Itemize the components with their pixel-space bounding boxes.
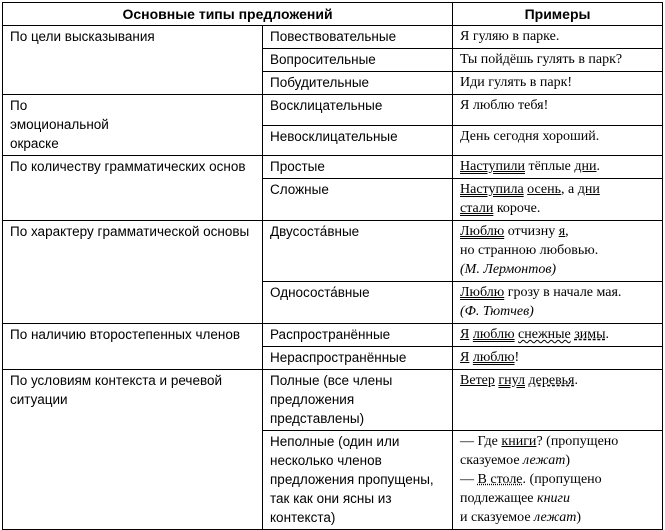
table-row bbox=[3, 221, 663, 282]
text: — Где bbox=[460, 434, 498, 449]
example-cell bbox=[453, 324, 663, 347]
subject: я bbox=[558, 224, 566, 239]
predicate: люблю bbox=[472, 350, 515, 365]
text: грозу в начале мая. bbox=[507, 285, 622, 300]
object: деревья bbox=[528, 373, 575, 388]
table-row bbox=[3, 156, 663, 179]
table-row bbox=[3, 370, 663, 431]
text: отчизну bbox=[507, 224, 556, 239]
header-row bbox=[3, 3, 663, 26]
text: ! bbox=[514, 350, 520, 365]
author: (М. Лермонтов) bbox=[460, 262, 557, 277]
type-cell: Нераспространённые bbox=[263, 347, 453, 370]
italic-word: лежат bbox=[523, 453, 566, 468]
author: (Ф. Тютчев) bbox=[460, 304, 534, 319]
adverbial: В столе bbox=[477, 472, 523, 487]
subject: дни bbox=[574, 159, 597, 174]
subject: книги bbox=[501, 434, 537, 449]
text: ? (пропущено сказуемое bbox=[460, 434, 619, 468]
text: но странною любовью. bbox=[460, 243, 599, 258]
category-cell: По количеству грамматических основ bbox=[3, 156, 263, 221]
subject: Ветер bbox=[460, 373, 495, 388]
text: . bbox=[605, 327, 610, 342]
category-cell: По условиям контекста и речевой ситуации bbox=[3, 370, 263, 530]
table-row bbox=[3, 95, 663, 126]
example-cell bbox=[453, 431, 663, 530]
text: . bbox=[596, 159, 600, 174]
subject: осень bbox=[527, 182, 561, 197]
example-cell: Я гуляю в парке. bbox=[453, 26, 663, 49]
type-cell: Однососта́вные bbox=[263, 282, 453, 324]
category-cell: По характеру грамматической основы bbox=[3, 221, 263, 324]
example-cell bbox=[453, 347, 663, 370]
sentence-types-table bbox=[2, 2, 663, 530]
table-row bbox=[3, 324, 663, 347]
text: ) bbox=[576, 510, 581, 525]
text: тёплые bbox=[528, 159, 571, 174]
predicate: Наступили bbox=[460, 159, 525, 174]
header-types: Основные типы предложений bbox=[3, 3, 453, 26]
category-cell: По цели высказывания bbox=[3, 26, 263, 95]
predicate: Люблю bbox=[460, 224, 505, 239]
category-cell: По наличию второстепенных членов bbox=[3, 324, 263, 370]
example-cell bbox=[453, 282, 663, 324]
type-cell: Восклицательные bbox=[263, 95, 453, 126]
type-cell: Сложные bbox=[263, 179, 453, 221]
table-row bbox=[3, 26, 663, 49]
text: ) bbox=[565, 453, 570, 468]
text: . bbox=[574, 373, 579, 388]
italic-word: книги bbox=[537, 491, 570, 506]
category-cell: По эмоциональной окраске bbox=[3, 95, 263, 156]
text: и сказуемое bbox=[460, 510, 531, 525]
text: короче. bbox=[496, 201, 541, 216]
example-cell: Я люблю тебя! bbox=[453, 95, 663, 126]
type-cell: Невосклицательные bbox=[263, 125, 453, 156]
type-cell: Неполные (один или несколько членов предложения пропущены, так как они ясны из контекста) bbox=[263, 431, 453, 530]
example-cell bbox=[453, 156, 663, 179]
italic-word: лежат bbox=[534, 510, 577, 525]
type-cell: Распространённые bbox=[263, 324, 453, 347]
example-cell: Ты пойдёшь гулять в парк? bbox=[453, 49, 663, 72]
type-cell: Повествовательные bbox=[263, 26, 453, 49]
type-cell: Двусоста́вные bbox=[263, 221, 453, 282]
example-cell bbox=[453, 221, 663, 282]
text: , а bbox=[561, 182, 575, 197]
text: — bbox=[460, 472, 475, 487]
predicate: Люблю bbox=[460, 285, 505, 300]
example-cell bbox=[453, 179, 663, 221]
example-cell: День сегодня хороший. bbox=[453, 125, 663, 156]
type-cell: Вопросительные bbox=[263, 49, 453, 72]
object: зимы bbox=[574, 327, 606, 342]
type-cell: Побудительные bbox=[263, 72, 453, 95]
type-cell: Простые bbox=[263, 156, 453, 179]
text: , bbox=[565, 224, 569, 239]
type-cell: Полные (все члены предложения представлены) bbox=[263, 370, 453, 431]
attribute: снежные bbox=[518, 327, 571, 342]
predicate: Наступила bbox=[460, 182, 524, 197]
predicate: гнул bbox=[498, 373, 526, 388]
header-examples: Примеры bbox=[453, 3, 663, 26]
example-cell: Иди гулять в парк! bbox=[453, 72, 663, 95]
subject: дни bbox=[577, 182, 600, 197]
predicate: стали bbox=[460, 201, 494, 216]
subject: Я bbox=[460, 350, 470, 365]
subject: Я bbox=[460, 327, 470, 342]
example-cell bbox=[453, 370, 663, 431]
text: . (пропущено подлежащее bbox=[460, 472, 602, 506]
predicate: люблю bbox=[472, 327, 515, 342]
